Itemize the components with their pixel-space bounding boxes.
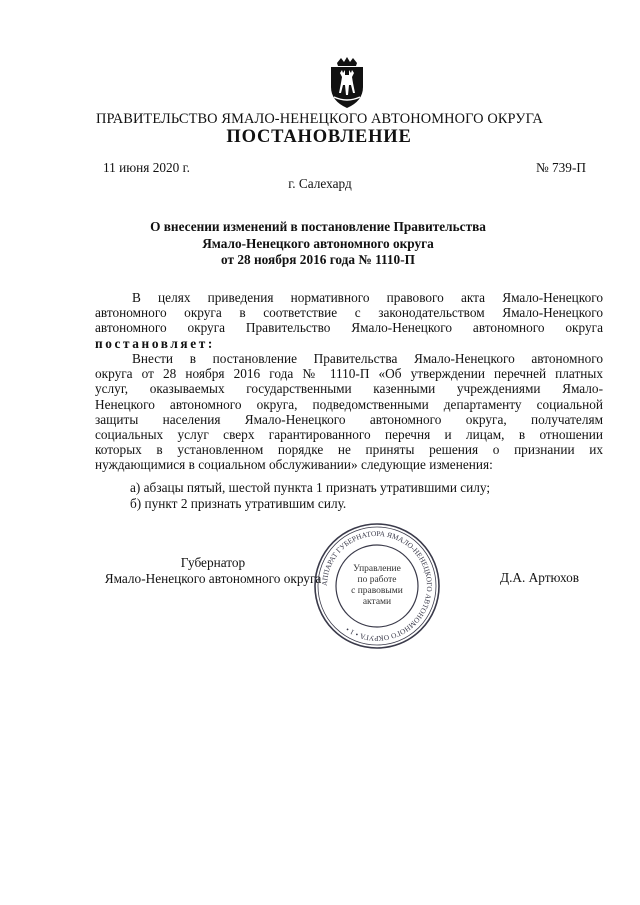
paragraph-line: округа от 28 ноября 2016 года № 1110-П «Об утверждении перечней платных (95, 366, 603, 382)
title-line: Ямало-Ненецкого автономного округа (202, 235, 434, 251)
official-stamp-icon (312, 521, 442, 651)
document-date: 11 июня 2020 г. (103, 160, 190, 175)
resolves-keyword: постановляет: (95, 335, 215, 351)
item-a: а) абзацы пятый, шестой пункта 1 признать утратившими силу; (130, 480, 491, 495)
paragraph-line: защиты населения Ямало-Ненецкого автономного округа, получателям (95, 411, 603, 427)
main-paragraph (95, 351, 603, 473)
preamble-paragraph (95, 290, 603, 351)
paragraph-line: Внести в постановление Правительства Ямало-Ненецкого автономного (132, 351, 603, 366)
paragraph-line: услуг, оказываемых государственными казенными учреждениями Ямало- (95, 381, 603, 397)
paragraph-line: нуждающимися в социальном обслуживании» следующие изменения: (95, 457, 493, 473)
signatory-position (96, 555, 330, 587)
paragraph-line: социальных услуг сверх гарантированного перечня и лицам, в отношении (95, 427, 603, 443)
stamp-ring-text: АППАРАТ ГУБЕРНАТОРА ЯМАЛО-НЕНЕЦКОГО АВТОНОМНОГО ОКРУГА • 1 • (319, 528, 435, 644)
stamp-line: с правовыми (351, 586, 403, 596)
stamp-line: актами (362, 597, 392, 607)
signatory-name: Д.А. Артюхов (500, 570, 580, 585)
document-title (120, 219, 516, 269)
government-name: ПРАВИТЕЛЬСТВО ЯМАЛО-НЕНЕЦКОГО АВТОНОМНОГО ОКРУГА (96, 111, 543, 127)
position-line: Ямало-Ненецкого автономного округа (104, 571, 322, 586)
stamp-line: Управление (353, 564, 401, 574)
paragraph-line: автономного округа в соответствие с законодательством Ямало-Ненецкого (95, 305, 603, 321)
paragraph-line: автономного округа Правительство Ямало-Ненецкого автономного округа (95, 320, 603, 336)
title-line: от 28 ноября 2016 года № 1110-П (221, 252, 415, 267)
document-number: № 739-П (536, 160, 586, 175)
document-city: г. Салехард (288, 176, 352, 191)
stamp-line: по работе (357, 575, 397, 585)
item-b: б) пункт 2 признать утратившим силу. (130, 496, 347, 511)
position-line: Губернатор (180, 555, 246, 570)
paragraph-line: которых в установленном порядке не приняты решения о признании их (95, 442, 603, 458)
paragraph-line: В целях приведения нормативного правового акта Ямало-Ненецкого (132, 290, 603, 305)
coat-of-arms-icon (326, 57, 368, 109)
title-line: О внесении изменений в постановление Правительства (150, 219, 486, 234)
document-type: ПОСТАНОВЛЕНИЕ (226, 127, 412, 147)
paragraph-line: Ненецкого автономного округа, подведомственными департаменту социальной (95, 396, 603, 412)
